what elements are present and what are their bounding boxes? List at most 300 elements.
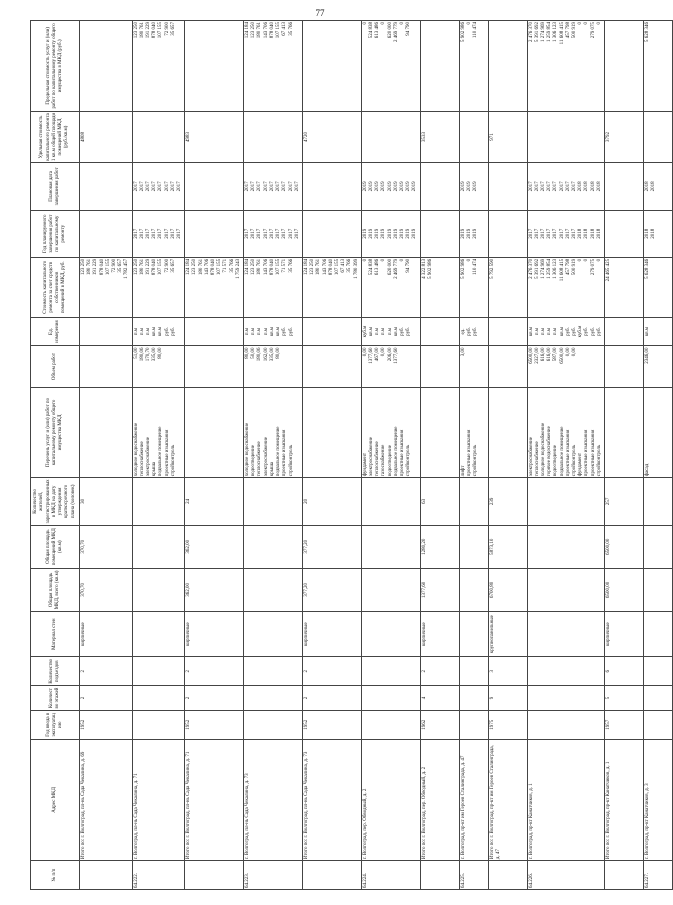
year-built: 1957	[605, 710, 644, 739]
limit-cost-line: 180 761	[139, 22, 145, 39]
work-year-line: 2017	[164, 228, 170, 239]
work-date-line: 2017	[263, 181, 269, 192]
empty-cell	[244, 568, 303, 611]
address: г. Волгоград, пр-кт Канатчиков, д. 3	[644, 739, 673, 860]
residents: 239	[488, 478, 527, 525]
work-unit-line: руб.	[288, 327, 294, 336]
plan-year	[185, 210, 244, 257]
work-volume-line: 206,00	[387, 347, 393, 362]
volume	[420, 346, 459, 387]
empty-cell	[644, 686, 673, 711]
address: г. Волгоград, пр-кт Канатчиков, д. 1	[527, 739, 604, 860]
work-list-line: проектные изыскания	[466, 429, 472, 477]
total-area: 362,00	[185, 568, 244, 611]
work-unit-line: руб.	[466, 327, 472, 336]
work-date	[244, 163, 303, 210]
rotated-table-area	[30, 20, 657, 890]
limit-cost	[302, 21, 361, 112]
work-cost-line: 1 259 854	[547, 258, 553, 279]
work-year-line: 2018	[590, 228, 596, 239]
wall-material: крупнопанельные	[488, 612, 527, 657]
work-volume	[244, 346, 303, 387]
specific-cost	[459, 111, 488, 162]
work-unit-line: п.м	[146, 327, 152, 336]
plan-year	[605, 210, 644, 257]
work-unit-line: п.м	[257, 327, 263, 336]
limit-cost-line: 35 657	[170, 22, 176, 36]
work-list-line: подвальное помещение	[158, 426, 164, 477]
work-list-line: проектные изыскания	[590, 429, 596, 477]
work-unit-line: кв.м	[645, 326, 650, 337]
work-cost	[132, 257, 185, 317]
work-volume-line: 170,70	[146, 347, 152, 362]
empty-cell	[361, 568, 420, 611]
residents: 24	[185, 478, 244, 525]
work-list-line: холодное водоснабжение	[133, 422, 139, 477]
work-list-line: теплоснабжение	[375, 441, 381, 477]
work-cost-line: 5 391 692	[534, 258, 540, 279]
total-cost-line: 123 250	[81, 258, 86, 276]
work-date-line: 2017	[133, 181, 139, 192]
floors: 2	[80, 686, 133, 711]
work-list-line: стройконтроль	[288, 444, 294, 477]
work-year-line: 2017	[540, 228, 546, 239]
work-volume-line: 1377,60	[393, 347, 399, 364]
empty-cell	[361, 686, 420, 711]
work-unit-line: кв.м	[528, 326, 534, 337]
work-volume-line: 180,06	[139, 347, 145, 362]
limit-cost-line: 107 155	[158, 22, 164, 39]
work-list-line: электроснабжение	[263, 436, 269, 477]
work-unit-line: руб.	[282, 327, 288, 336]
work-date	[644, 163, 673, 210]
limit-cost-line: 5 902 986	[460, 22, 466, 42]
specific-cost: 4983	[185, 111, 244, 162]
column-header: Перечень услуг и (или) работ по капитальному ремонту общего имущества МКД	[31, 387, 80, 478]
total-row	[420, 21, 459, 890]
work-year-line: 2019	[466, 228, 472, 239]
entrances: 2	[185, 657, 244, 686]
floors: 2	[302, 686, 361, 711]
work-cost-line: 5 902 986	[460, 258, 466, 279]
empty-cell	[459, 657, 488, 686]
column-header: Год планируемого завершения работ по капитальному ремонту	[31, 210, 80, 257]
empty-cell	[644, 478, 673, 525]
work-list-line: фасад	[645, 463, 650, 477]
total-row	[488, 21, 527, 890]
work-list-line: теплоснабжение	[257, 441, 263, 477]
work-year-line: 2018	[651, 228, 657, 239]
plan-date	[488, 163, 527, 210]
limit-cost-line: 67 413	[282, 22, 288, 36]
work-year-line: 2019	[362, 228, 368, 239]
work-date	[361, 163, 420, 210]
work-date-line: 2017	[257, 181, 263, 192]
work-volume	[459, 346, 488, 387]
year-built: 1975	[488, 710, 527, 739]
work-year-line: 2017	[276, 228, 282, 239]
work-date-line: 2019	[387, 181, 393, 192]
total-cost-line: 1 780 399	[353, 258, 359, 279]
total-cost	[302, 257, 361, 317]
work-unit-line: п.м	[540, 327, 546, 336]
work-list-line: водоотведение	[251, 445, 257, 477]
header-row	[31, 21, 80, 890]
limit-cost	[80, 21, 133, 112]
house-row	[244, 21, 303, 890]
total-cost-line: 878 040	[99, 258, 105, 276]
work-date-line: 2019	[399, 181, 405, 192]
empty-cell	[459, 568, 488, 611]
work-year-line: 2019	[381, 228, 387, 239]
work-date-line: 2017	[276, 181, 282, 192]
work-cost-line: 613 486	[375, 258, 381, 276]
work-unit	[459, 317, 488, 346]
work-year-line: 2017	[257, 228, 263, 239]
work-year	[361, 210, 420, 257]
wall-material: кирпичные	[185, 612, 244, 657]
work-date-line: 2018	[651, 181, 657, 192]
empty-cell	[244, 657, 303, 686]
work-cost-line: 191 229	[146, 258, 152, 276]
total-cost	[605, 257, 644, 317]
limit-cost-line: 0	[466, 22, 472, 25]
work-volume-line: 80,00	[158, 347, 164, 359]
limit-cost-line: 5 628 346	[645, 22, 650, 42]
work-unit-line: п.м	[387, 327, 393, 336]
row-number: 64.225.	[459, 861, 488, 890]
limit-cost-line: 5 391 692	[534, 22, 540, 42]
limit-cost-line: 878 040	[152, 22, 158, 39]
work-unit-line: п.м	[534, 327, 540, 336]
work-year-line: 2017	[133, 228, 139, 239]
specific-cost: 4808	[80, 111, 133, 162]
empty-cell	[527, 478, 604, 525]
empty-cell	[644, 612, 673, 657]
work-cost-line: 0	[584, 258, 590, 262]
work-list-line: лифт	[460, 465, 466, 477]
work-volume-line: 3,00	[460, 347, 466, 357]
work-year-line: 2017	[294, 228, 300, 239]
total-cost-line: 35 766	[229, 258, 235, 273]
plan-date	[420, 163, 459, 210]
total-area: 6700,80	[488, 568, 527, 611]
work-year-line: 2017	[534, 228, 540, 239]
work-unit-line: руб.	[584, 327, 590, 336]
work-year-line: 2017	[559, 228, 565, 239]
work-volume-line: 467,00	[375, 347, 381, 362]
total-cost-line: 35 657	[118, 258, 124, 273]
work-year-line: 2017	[170, 228, 176, 239]
limit-cost	[420, 21, 459, 112]
work-cost-line: 5 628 346	[645, 258, 650, 279]
work-cost-line: 1 306 123	[553, 258, 559, 279]
empty-cell	[132, 657, 185, 686]
work-cost-line: 0	[578, 258, 584, 262]
total-cost	[80, 257, 133, 317]
house-row	[644, 21, 673, 890]
work-volume-line: 6500,00	[559, 347, 565, 364]
work-unit-line: п.м	[547, 327, 553, 336]
residents: 257	[605, 478, 644, 525]
work-year-line: 2019	[393, 228, 399, 239]
empty-cell	[644, 710, 673, 739]
work-cost-line: 11 608 415	[559, 258, 565, 282]
limit-cost	[132, 21, 185, 112]
column-header: Ед. измерения	[31, 317, 80, 346]
work-list	[361, 387, 420, 478]
work-year-line: 2019	[412, 228, 418, 239]
address: г. Волгоград, пл-нь Сада Чекалина, д. 73	[244, 739, 303, 860]
row-number	[488, 861, 527, 890]
work-unit-line: п.м	[133, 327, 139, 336]
specific-cost	[361, 111, 420, 162]
empty-cell	[527, 612, 604, 657]
empty-cell	[132, 686, 185, 711]
work-volume-line: 335,00	[152, 347, 158, 362]
work-date-line: 2018	[590, 181, 596, 192]
limit-cost-line: 0	[578, 22, 584, 25]
wall-material: кирпичные	[80, 612, 133, 657]
work-year-line: 2019	[387, 228, 393, 239]
work-volume-line: 51,00	[133, 347, 139, 359]
row-number	[605, 861, 644, 890]
work-date-line: 2017	[146, 181, 152, 192]
limit-cost-line: 143 706	[263, 22, 269, 39]
work-cost-line: 107 155	[276, 258, 282, 276]
work-list-line: фундамент	[362, 452, 368, 477]
work-year-line: 2017	[528, 228, 534, 239]
work-unit-line: руб.	[571, 327, 577, 336]
work-year-line: 2019	[375, 228, 381, 239]
work-year-line: 2017	[282, 228, 288, 239]
limit-cost-line: 124 184	[245, 22, 251, 39]
column-header: Общая площадь помещений МКД (кв.м)	[31, 525, 80, 568]
work-volume-line: 0,00	[362, 347, 368, 357]
limit-cost-line: 123 250	[251, 22, 257, 39]
work-cost-line: 0	[466, 258, 472, 262]
work-volume-line: 50,00	[251, 347, 257, 359]
work-volume-line: 335,00	[269, 347, 275, 362]
rooms-area: 362,00	[185, 525, 244, 568]
limit-cost-line: 0	[399, 22, 405, 25]
work-volume-line: 80,00	[276, 347, 282, 359]
work-year-line: 2017	[146, 228, 152, 239]
unit	[302, 317, 361, 346]
plan-year	[80, 210, 133, 257]
total-cost-line: 35 766	[347, 258, 353, 273]
work-unit-line: кв.м	[368, 326, 374, 337]
limit-cost-line: 94 790	[406, 22, 412, 36]
work-date-line: 2018	[584, 181, 590, 192]
work-date-line: 2019	[393, 181, 399, 192]
house-row	[527, 21, 604, 890]
specific-cost	[244, 111, 303, 162]
work-unit	[361, 317, 420, 346]
entrances: 2	[302, 657, 361, 686]
work-list-line: стройконтроль	[170, 444, 176, 477]
entrances: 6	[605, 657, 644, 686]
empty-cell	[361, 612, 420, 657]
work-list-line: проектные изыскания	[164, 429, 170, 477]
work-unit-line: п.м	[139, 327, 145, 336]
work-cost-line: 620 000	[387, 258, 393, 276]
total-cost-line: 1 759 243	[235, 258, 241, 279]
work-cost-line: 123 250	[133, 258, 139, 276]
entrances: 2	[80, 657, 133, 686]
work-list-line: крыша	[269, 461, 275, 477]
limit-cost	[527, 21, 604, 112]
limit-cost-line: 110 474	[472, 22, 478, 39]
work-volume-line: 616,00	[547, 347, 553, 362]
total-label: Итого по: г. Волгоград, пл-нь Сада Чекалина, д. 73	[302, 739, 361, 860]
column-header: Год ввода в эксплуатацию	[31, 710, 80, 739]
work-date-line: 2017	[540, 181, 546, 192]
work-cost-line: 180 761	[139, 258, 145, 276]
total-cost-line: 191 229	[93, 258, 99, 276]
work-cost-line: 2 469 779	[393, 258, 399, 279]
work-cost-line: 107 155	[158, 258, 164, 276]
column-header: Объем работ	[31, 346, 80, 387]
limit-cost-line: 0	[596, 22, 602, 25]
volume	[302, 346, 361, 387]
plan-date	[302, 163, 361, 210]
work-date-line: 2017	[547, 181, 553, 192]
work-unit	[244, 317, 303, 346]
work-list-line: проектные изыскания	[399, 429, 405, 477]
volume	[80, 346, 133, 387]
work-date-line: 2017	[139, 181, 145, 192]
limit-cost	[361, 21, 420, 112]
work-list-line: подвальное помещение	[559, 426, 565, 477]
work-year-line: 2017	[139, 228, 145, 239]
work-list-line: водоотведение	[553, 445, 559, 477]
house-row	[132, 21, 185, 890]
work-volume-line: 2327,00	[534, 347, 540, 364]
work-year-line: 2018	[584, 228, 590, 239]
work-cost-line: 0	[596, 258, 602, 262]
limit-cost-line: 0	[362, 22, 368, 25]
work-cost	[361, 257, 420, 317]
empty-cell	[527, 568, 604, 611]
row-number: 64.226.	[527, 861, 604, 890]
total-row	[605, 21, 644, 890]
work-date	[132, 163, 185, 210]
column-header: Количество этажей	[31, 686, 80, 711]
total-label: Итого по: г. Волгоград, пер. Обводный, д. 2	[420, 739, 459, 860]
limit-cost-line: 0	[584, 22, 590, 25]
works	[185, 387, 244, 478]
total-cost-line: 72 900	[112, 258, 118, 273]
work-date-line: 2017	[282, 181, 288, 192]
work-unit-line: руб.	[472, 327, 478, 336]
work-date-line: 2019	[368, 181, 374, 192]
page-number: 77	[315, 8, 325, 18]
work-list-line: теплоснабжение	[534, 441, 540, 477]
work-list-line: стройконтроль	[472, 444, 478, 477]
row-number: 64.227.	[644, 861, 673, 890]
total-area: 377,20	[302, 568, 361, 611]
work-unit-line: кв.м	[559, 326, 565, 337]
total-cost-line: 124 184	[303, 258, 309, 276]
work-unit-line: п.м	[245, 327, 251, 336]
work-list-line: газоснабжение	[381, 444, 387, 477]
limit-cost	[605, 21, 644, 112]
column-header: Материал стен	[31, 612, 80, 657]
work-volume-line: 1377,60	[368, 347, 374, 364]
work-date-line: 2017	[565, 181, 571, 192]
limit-cost	[185, 21, 244, 112]
total-cost-line: 123 250	[192, 258, 198, 276]
total-area: 1377,60	[420, 568, 459, 611]
work-unit-line: кв.м	[393, 326, 399, 337]
total-label: Итого по: г. Волгоград, пл-нь Сада Чекалина, д. 69	[80, 739, 133, 860]
limit-cost-line: 11 608 415	[559, 22, 565, 45]
work-volume-line: 587,00	[553, 347, 559, 362]
work-cost-line: 524 838	[368, 258, 374, 276]
empty-cell	[132, 568, 185, 611]
empty-cell	[244, 710, 303, 739]
work-year-line: 2017	[269, 228, 275, 239]
work-date-line: 2017	[170, 181, 176, 192]
row-number: 64.224.	[361, 861, 420, 890]
work-list-line: проектные изыскания	[584, 429, 590, 477]
work-year-line: 2019	[406, 228, 412, 239]
column-header: Удельная стоимость капитального ремонта 1 кв.м общей площади помещений МКД (руб./кв.м)	[31, 111, 80, 162]
unit	[488, 317, 527, 346]
address: г. Волгоград, пл-нь Сада Чекалина, д. 71	[132, 739, 185, 860]
work-date-line: 2017	[553, 181, 559, 192]
work-year-line: 2017	[553, 228, 559, 239]
work-unit-line: руб.	[596, 327, 602, 336]
work-list-line: электроснабжение	[146, 436, 152, 477]
floors: 4	[420, 686, 459, 711]
work-year-line: 2017	[565, 228, 571, 239]
work-volume-line: 0,00	[381, 347, 387, 357]
limit-cost-line: 500 919	[571, 22, 577, 39]
plan-year	[420, 210, 459, 257]
column-header: Количество подъездов	[31, 657, 80, 686]
empty-cell	[459, 710, 488, 739]
empty-cell	[244, 478, 303, 525]
limit-cost-line: 613 486	[375, 22, 381, 39]
work-unit	[644, 317, 673, 346]
work-volume-line: 0,00	[565, 347, 571, 357]
limit-cost-line: 1 274 969	[540, 22, 546, 42]
total-cost-line: 878 040	[211, 258, 217, 276]
work-unit-line: кв.м	[276, 326, 282, 337]
work-volume-line: 0,00	[571, 347, 577, 357]
specific-cost	[527, 111, 604, 162]
work-cost-line: 123 250	[251, 258, 257, 276]
work-volume-line: 180,06	[257, 347, 263, 362]
rooms-area: 5873,10	[488, 525, 527, 568]
plan-date	[605, 163, 644, 210]
works	[302, 387, 361, 478]
work-cost-line: 457 798	[565, 258, 571, 276]
work-cost-line: 0	[362, 258, 368, 262]
empty-cell	[527, 710, 604, 739]
limit-cost	[488, 21, 527, 112]
work-unit-line: п.м	[553, 327, 559, 336]
work-date-line: 2019	[406, 181, 412, 192]
works	[420, 387, 459, 478]
volume	[605, 346, 644, 387]
work-date-line: 2017	[251, 181, 257, 192]
empty-cell	[361, 478, 420, 525]
total-cost-line: 71 571	[223, 258, 229, 273]
work-year-line: 2019	[460, 228, 466, 239]
